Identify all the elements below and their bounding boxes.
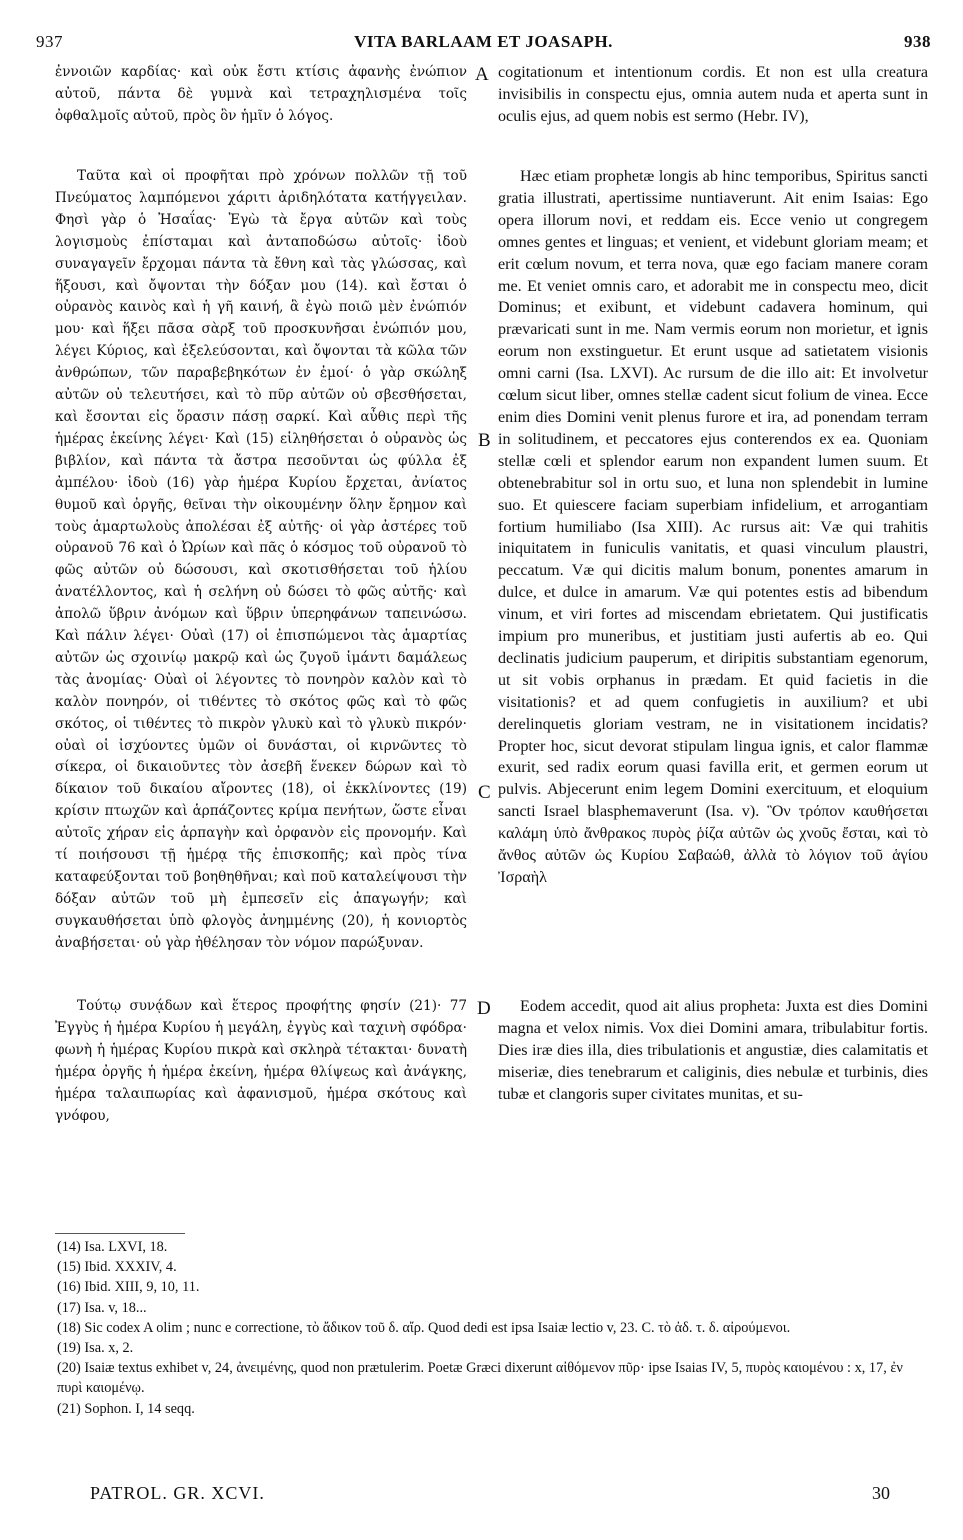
footnote: (17) Isa. v, 18... — [57, 1299, 147, 1316]
greek-paragraph-2 — [55, 166, 467, 955]
greek-text: Ταῦτα καὶ οἱ προφῆται πρὸ χρόνων πολλῶν τῇ τοῦ Πνεύματος λαμπόμενοι χάριτι ἀριδηλότατα κατήγγειλαν. Φησὶ γὰρ ὁ Ἠσαΐας· Ἐγὼ τὰ ἔργα αὐτῶν καὶ τοὺς λογισμοὺς ἐπίσταμαι καὶ ἀνταποδώσω αὐτοῖς· ἰδοὺ συναγαγεῖν ἔρχομαι πάντα τὰ ἔθνη καὶ τὰς γλώσσας, καὶ ἥξουσι, καὶ ὄψονται τὴν δόξαν μου (14). καὶ ἔσται ὁ οὐρανὸς καινὸς καὶ ἡ γῆ καινή, ἃ ἐγὼ ποιῶ μὲν ἐνώπιόν μου· καὶ ἥξει πᾶσα σὰρξ τοῦ προσκυνῆσαι ἐνώπιόν μου, λέγει Κύριος, καὶ ἐξελεύσονται, καὶ ὄψονται τὰ κῶλα τῶν ἀνθρώπων, τῶν παραβεβηκότων ἐν ἐμοί· ὁ γὰρ σκώληξ αὐτῶν οὐ τελευτήσει, καὶ τὸ πῦρ αὐτῶν οὐ σβεσθήσεται, καὶ ἔσονται εἰς ὅρασιν πάσῃ σαρκί. Καὶ αὖθις περὶ τῆς ἡμέρας ἐκείνης λέγει· Καὶ (15) εἱληθήσεται ὁ οὐρανὸς ὡς βιβλίον, καὶ πάντα τὰ ἄστρα πεσοῦνται ὡς φύλλα ἐξ ἀμπέλου· ἰδοὺ (16) γὰρ ἡμέρα Κυρίου ἔρχεται, ἀνίατος θυμοῦ καὶ ὀργῆς, θεῖναι τὴν οἰκουμένην ὅλην ἔρημον καὶ τοὺς ἁμαρτωλοὺς ἀπολέσαι ἐξ αὐτῆς· οἱ γὰρ ἀστέρες τοῦ οὐρανοῦ 76 καὶ ὁ Ὠρίων καὶ πᾶς ὁ κόσμος τοῦ οὐρανοῦ τὸ φῶς αὐτῶν οὐ δώσουσι, καὶ σκοτισθήσεται τοῦ ἡλίου ἀνατέλλοντος, καὶ ἡ σελήνη οὐ δώσει τὸ φῶς αὐτῆς· καὶ ἀπολῶ ὕβριν ἀνόμων καὶ ὕβριν ὑπερηφάνων ταπεινώσω. Καὶ πάλιν λέγει· Οὐαὶ (17) οἱ ἐπισπώμενοι τὰς ἁμαρτίας αὐτῶν ὡς σχοινίῳ μακρῷ καὶ ὡς ζυγοῦ ἱμάντι δαμάλεως τὰς ἀνομίας· Οὐαὶ οἱ λέγοντες τὸ πονηρὸν καλὸν καὶ τὸ καλὸν πονηρόν, οἱ τιθέντες τὸ σκότος φῶς καὶ τὸ φῶς σκότος, οἱ τιθέντες τὸ πικρὸν γλυκὺ καὶ τὸ γλυκὺ πικρόν· οὐαὶ οἱ ἰσχύοντες ὑμῶν οἱ δυνάσται, οἱ κιρνῶντες τὸ σίκερα, οἱ δικαιοῦντες τὸν ἀσεβῆ ἕνεκεν δώρων καὶ τὸ δίκαιον τοῦ δικαίου αἴροντες (18), οἱ ἐκκλίνοντες (19) κρίσιν πτωχῶν καὶ ἁρπάζοντες κρίμα πενήτων, ὥστε εἶναι αὐτοῖς χήραν εἰς ἁρπαγὴν καὶ ὀρφανὸν εἰς προνομήν. Καὶ τί ποιήσουσι τῇ ἡμέρᾳ τῆς ἐπισκοπῆς; καὶ πρὸς τίνα καταφεύξονται τοῦ βοηθηθῆναι; καὶ ποῦ καταλείψουσι τὴν δόξαν αὐτῶν τοῦ μὴ ἐμπεσεῖν εἰς ἀπαγωγήν; καὶ συγκαυθήσεται ὑπὸ φλογὸς ἀνημμένης (20), ἡ κονιορτὸς ἀναβήσεται· οὐ γὰρ ἠθέλησαν τὸν νόμον παρώξυναν. — [55, 168, 467, 951]
footnote: (14) Isa. LXVI, 18. — [57, 1239, 168, 1255]
footnote: (16) Ibid. XIII, 9, 10, 11. — [57, 1279, 200, 1296]
footnotes — [57, 1237, 927, 1419]
latin-paragraph-3 — [498, 996, 928, 1106]
page-footer — [90, 1483, 890, 1507]
running-title: VITA BARLAAM ET JOASAPH. — [354, 32, 613, 51]
left-page-number: 937 — [36, 32, 63, 51]
footnote-divider — [55, 1233, 185, 1234]
volume-label: PATROL. GR. XCVI. — [90, 1483, 265, 1503]
footnote: (15) Ibid. XXXIV, 4. — [57, 1259, 177, 1276]
greek-text: Τούτῳ συνᾴδων καὶ ἕτερος προφήτης φησίν (21)· 77 Ἐγγὺς ἡ ἡμέρα Κυρίου ἡ μεγάλη, ἐγγὺς καὶ ταχινὴ σφόδρα· φωνὴ ἡ ἡμέρας Κυρίου πικρὰ καὶ σκληρὰ τέτακται· δυνατὴ ἡμέρα ὀργῆς ἡ ἡμέρα ἐκείνη, ἡμέρα θλίψεως καὶ ἀνάγκης, ἡμέρα ταλαιπωρίας καὶ ἀφανισμοῦ, ἡμέρα σκότους καὶ γνόφου, — [55, 998, 467, 1124]
section-marker-b: B — [478, 430, 491, 451]
greek-paragraph-3 — [55, 996, 467, 1127]
footnote: (21) Sophon. I, 14 seqq. — [57, 1400, 195, 1417]
page-header — [36, 32, 931, 54]
section-marker-c: C — [478, 782, 491, 803]
latin-paragraph-2 — [498, 166, 928, 889]
latin-text: Eodem accedit, quod ait alius propheta: Juxta est dies Domini magna et velox nimis. Vox diei Domini amara, tribulabitur fortis. Dies iræ dies illa, dies tribulationis et angustiæ, dies calamitatis et miseriæ, dies tenebrarum et caliginis, dies nebulæ et turbinis, dies tubæ et clangoris super civitates munitas, et su- — [498, 998, 928, 1103]
greek-paragraph-1 — [55, 62, 467, 128]
latin-text: cogitationum et intentionum cordis. Et non est ulla creatura invisibilis in conspectu ejus, omnia autem nuda et aperta sunt in oculis ejus, ad quem nobis est sermo (Hebr. IV), — [498, 64, 928, 125]
footnote: (19) Isa. x, 2. — [57, 1340, 134, 1357]
section-marker-d: D — [477, 998, 491, 1019]
footnote: (20) Isaiæ textus exhibet v, 24, ἀνειμένης, quod non prætulerim. Poetæ Græci dixerunt αἰθόμενον πῦρ· ipse Isaias IV, 5, πυρὸς καιομένου : x, 17, ἐν πυρὶ καιομένῳ. — [57, 1360, 907, 1397]
latin-text: Hæc etiam prophetæ longis ab hinc temporibus, Spiritus sancti gratia illustrati, apertissime nuntiaverunt. Ait enim Isaias: Ego opera illorum novi, et reddam eis. Ecce venio ut congregem omnes gentes et linguas; et venient, et videbunt gloriam meam; et erit cœlum novum, et terra nova, quæ ego faciam manere coram me. Et veniet omnis caro, et adorabit me in conspectu meo, dicit Dominus; et exibunt, et videbunt cadavera hominum, qui prævaricati sunt in me. Nam vermis eorum non morietur, et ignis eorum non exstinguetur. Et erunt usque ad satietatem visionis omni carni (Isa. LXVI). Ac rursum de die illo ait: Et involvetur cœlum sicut liber, omnes stellæ cadent sicut folium de vinea. Ecce enim dies Domini venit plenus furore et ira, ad ponendam terram in solitudinem, et peccatores ejus conterendos ex ea. Quoniam stellæ cœli et splendor earum non expandent lumen suum. Et obtenebrabitur sol in ortu suo, et luna non splendebit in lumine suo. Et quiescere faciam superbiam infidelium, et arrogantiam fortium humiliabo (Isa XIII). Ac rursus ait: Væ qui trahitis iniquitatem in funiculis vanitatis, et quasi vinculum plaustri, peccatum. Væ qui dicitis malum bonum, ponentes amarum in dulce, et dulce in amarum. Væ qui potentes estis ad bibendum vinum, et viri fortes ad miscendam ebrietatem. Qui justificatis impium pro muneribus, et justitiam justi aufertis ab eo. Qui declinatis judicium pauperum, et diripitis substantiam egenorum, ut sit vobis orphanus in prædam. Et quid facietis in die visitationis? et ad quem confugietis in auxilium? et ubi derelinquetis gloriam vestram, ne in visitationem incidatis? Propter hoc, sicut devorat stipulam lingua ignis, et calor flammæ exurit, sed radix eorum quasi favilla erit, et germen eorum ut pulvis. Abjecerunt enim legem Domini exercituum, et eloquium sancti Israel blasphemaverunt (Isa. v). Ὃν τρόπον καυθήσεται καλάμη ὑπὸ ἄνθρακος πυρὸς ῥίζα αὐτῶν ὡς χνοῦς ἔσται, καὶ τὸ ἄνθος αὐτῶν ὡς Κυρίου Σαβαώθ, ἀλλὰ τὸ λόγιον τοῦ ἁγίου Ἰσραὴλ — [498, 168, 928, 886]
footnote: (18) Sic codex A olim ; nunc e correctione, τὸ ἄδικον τοῦ δ. αἴρ. Quod dedi est ipsa Isaiæ lectio v, 23. C. τὸ ἀδ. τ. δ. αἰρούμενοι. — [57, 1319, 791, 1336]
right-page-number: 938 — [904, 32, 931, 51]
latin-paragraph-1 — [498, 62, 928, 128]
greek-text: ἐννοιῶν καρδίας· καὶ οὐκ ἔστι κτίσις ἀφανὴς ἐνώπιον αὐτοῦ, πάντα δὲ γυμνὰ καὶ τετραχηλισμένα τοῖς ὀφθαλμοῖς αὐτοῦ, πρὸς ὃν ἡμῖν ὁ λόγος. — [55, 64, 467, 124]
signature-number: 30 — [872, 1483, 890, 1503]
section-marker-a: A — [475, 64, 489, 85]
